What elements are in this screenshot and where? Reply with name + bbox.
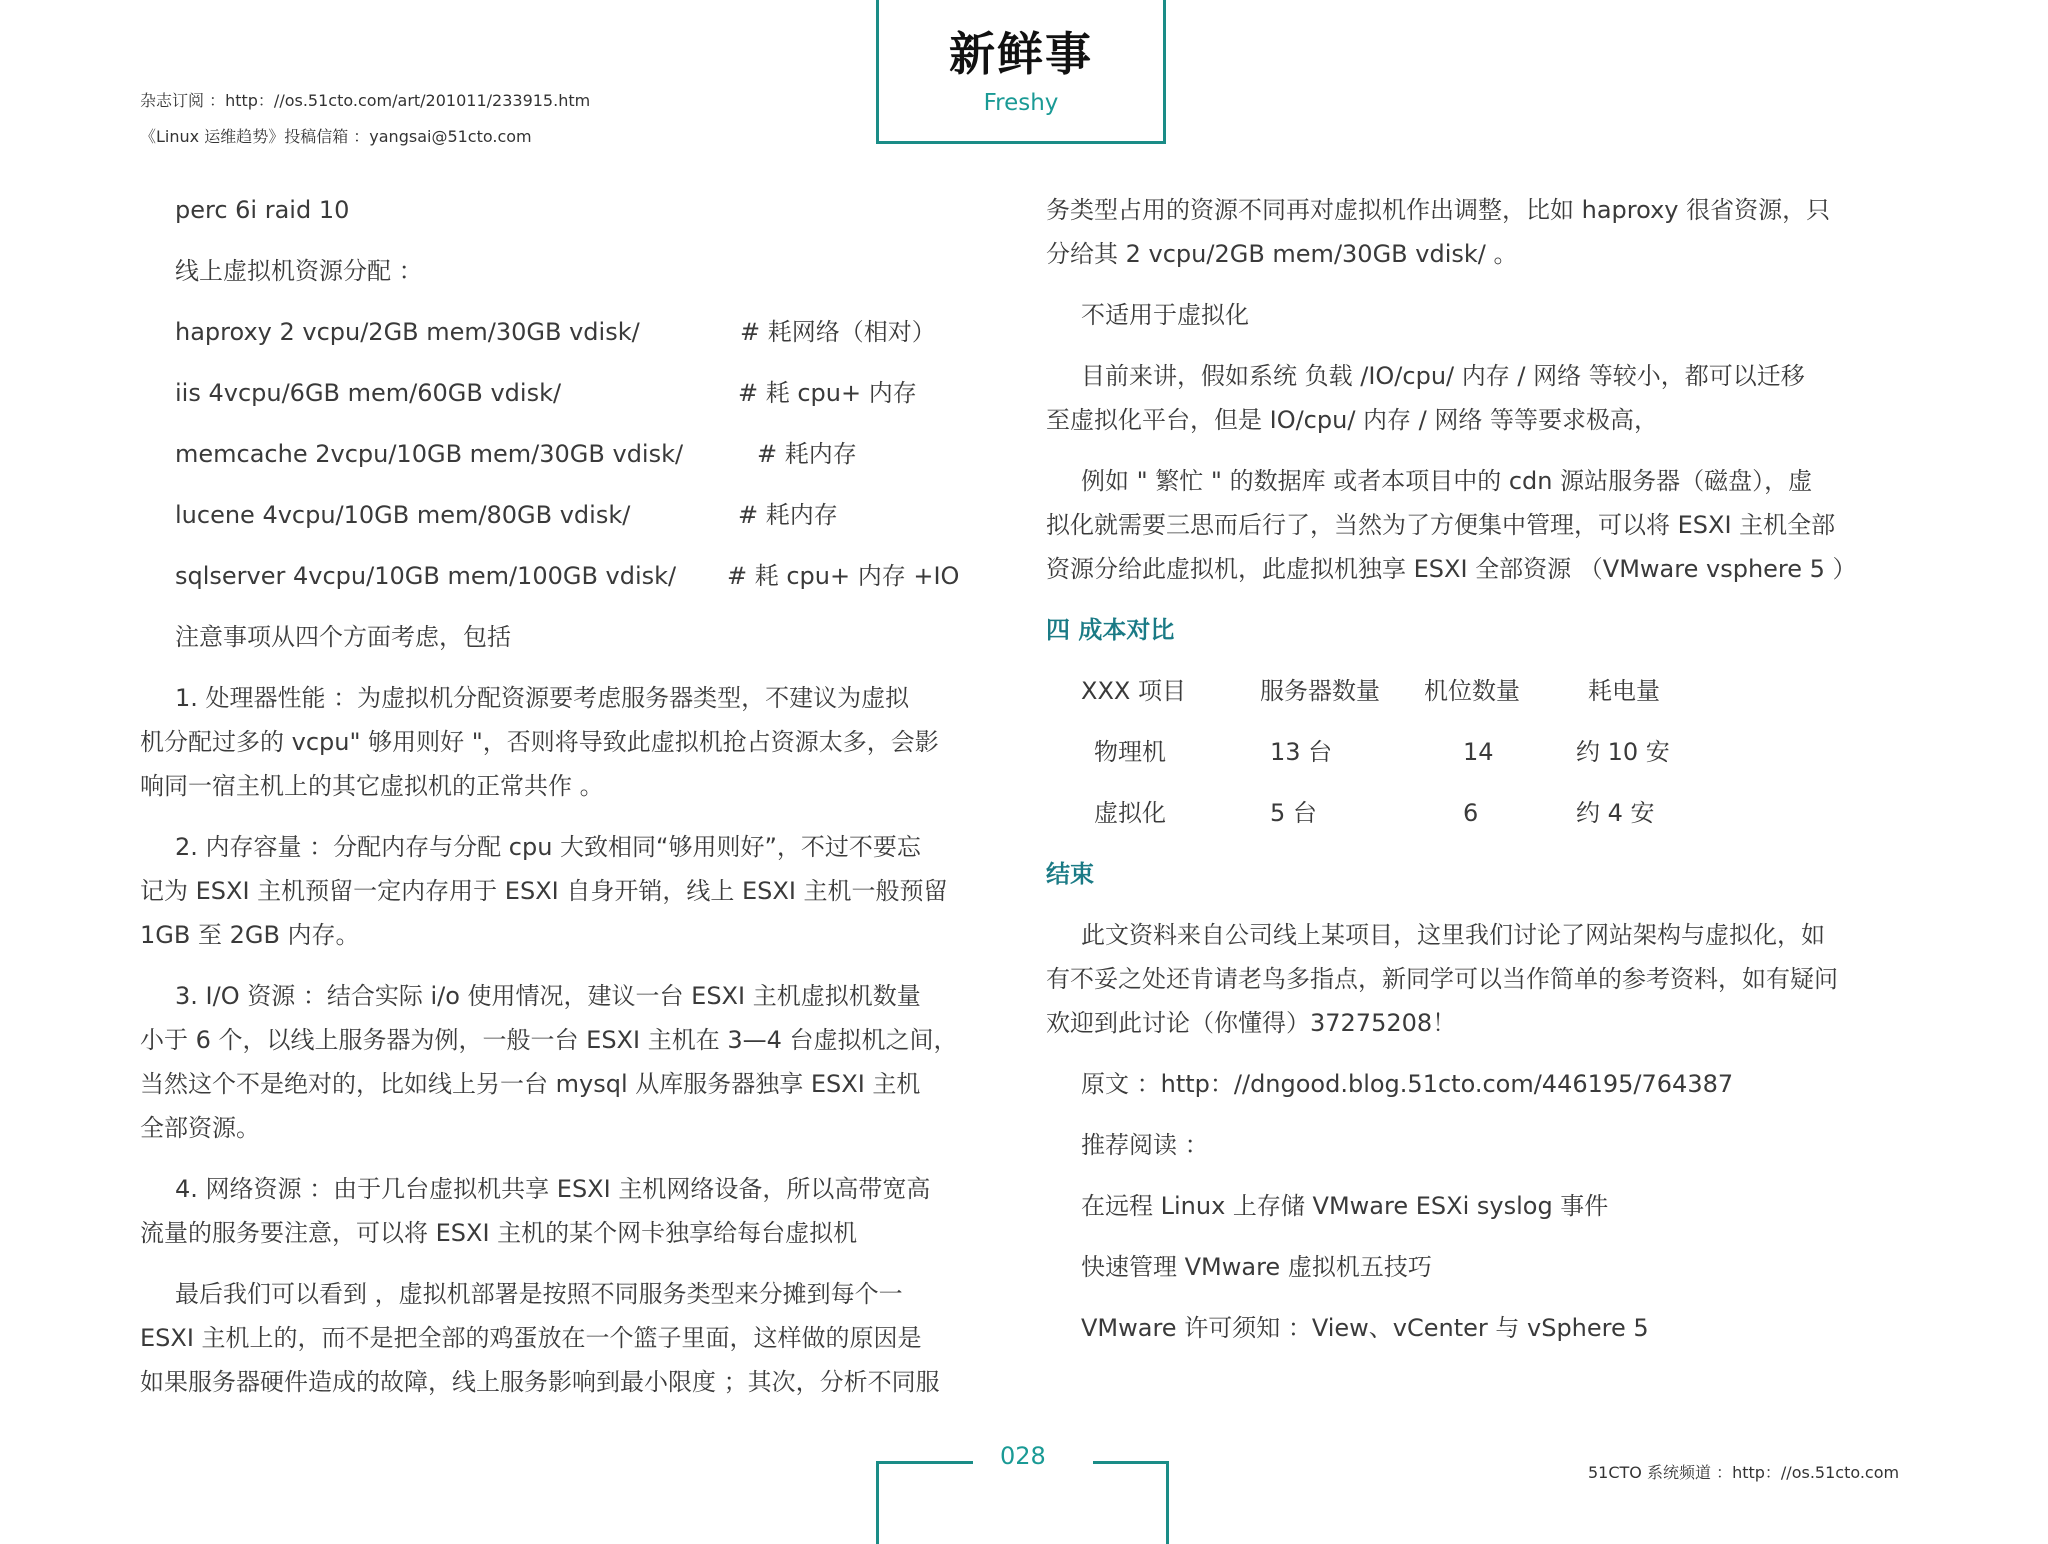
cost-heading: 四 成本对比: [1046, 616, 1175, 644]
para-line: 资源分给此虚拟机，此虚拟机独享 ESXI 全部资源 （VMware vsphere 5 ）: [1046, 555, 1857, 583]
para-line: 4. 网络资源 ：由于几台虚拟机共享 ESXI 主机网络设备，所以高带宽高: [175, 1175, 931, 1203]
page-number: 028: [1000, 1442, 1046, 1470]
vm-spec: iis 4vcpu/6GB mem/60GB vdisk/: [175, 379, 562, 407]
recommend-link[interactable]: 在远程 Linux 上存储 VMware ESXi syslog 事件: [1081, 1192, 1609, 1220]
para-line: 1GB 至 2GB 内存。: [140, 921, 360, 949]
right-column: [1046, 188, 1908, 1350]
para-line: 拟化就需要三思而后行了，当然为了方便集中管理，可以将 ESXI 主机全部: [1046, 511, 1836, 539]
vm-note: # 耗 cpu+ 内存 +IO: [727, 562, 960, 590]
cost-cell: 虚拟化: [1094, 799, 1166, 827]
para-line: 务类型占用的资源不同再对虚拟机作出调整，比如 haproxy 很省资源，只: [1046, 196, 1831, 224]
vm-spec: sqlserver 4vcpu/10GB mem/100GB vdisk/: [175, 562, 677, 590]
recommend-title: 推荐阅读 ：: [1081, 1131, 1209, 1159]
cost-cell: 6: [1463, 799, 1479, 827]
subscribe-line: 杂志订阅 ：http：//os.51cto.com/art/201011/233915.htm: [140, 91, 591, 110]
para-line: 1. 处理器性能 ：为虚拟机分配资源要考虑服务器类型，不建议为虚拟: [175, 684, 910, 712]
left-column: [140, 188, 1005, 1404]
para-line: 3. I/O 资源 ：结合实际 i/o 使用情况，建议一台 ESXI 主机虚拟机数量: [175, 982, 921, 1010]
cost-cell: 5 台: [1270, 799, 1317, 827]
vm-note: # 耗网络（相对）: [740, 318, 936, 346]
para-end: [1046, 913, 1908, 1045]
para-line: 例如 " 繁忙 " 的数据库 或者本项目中的 cdn 源站服务器（磁盘），虚: [1081, 467, 1813, 495]
para-continued: [1046, 188, 1908, 276]
para-line: 如果服务器硬件造成的故障，线上服务影响到最小限度 ；其次，分析不同服: [140, 1368, 940, 1396]
para-line: 目前来讲，假如系统 负载 /IO/cpu/ 内存 / 网络 等较小，都可以迁移: [1081, 362, 1805, 390]
cost-header: XXX 项目: [1081, 677, 1186, 705]
para-migrate: [1046, 354, 1908, 442]
footer-channel: 51CTO 系统频道 ：http：//os.51cto.com: [1588, 1463, 1900, 1482]
vm-spec: lucene 4vcpu/10GB mem/80GB vdisk/: [175, 501, 631, 529]
alloc-title: 线上虚拟机资源分配 ：: [175, 257, 423, 285]
cost-cell: 14: [1463, 738, 1494, 766]
cost-header: 机位数量: [1424, 677, 1520, 705]
masthead: [876, 0, 1166, 144]
raid-line: perc 6i raid 10: [175, 196, 350, 224]
vm-spec: memcache 2vcpu/10GB mem/30GB vdisk/: [175, 440, 684, 468]
vm-row: [140, 493, 1005, 554]
para-summary: [140, 1272, 1005, 1404]
cost-cell: 约 10 安: [1576, 738, 1670, 766]
vm-note: # 耗 cpu+ 内存: [738, 379, 917, 407]
para-line: 2. 内存容量 ：分配内存与分配 cpu 大致相同“够用则好”，不过不要忘: [175, 833, 921, 861]
para-line: 欢迎到此讨论（你懂得）37275208！: [1046, 1009, 1457, 1037]
para-example: [1046, 459, 1908, 591]
para-io: [140, 974, 1005, 1150]
cost-header: 耗电量: [1588, 677, 1660, 705]
footer-frame-left: [876, 1461, 973, 1544]
section-subtitle: Freshy: [983, 90, 1059, 116]
cost-row: [1046, 791, 1908, 852]
recommend-link[interactable]: 快速管理 VMware 虚拟机五技巧: [1081, 1253, 1432, 1281]
section-title: 新鲜事: [949, 27, 1093, 81]
vm-allocation-list: [140, 310, 1005, 615]
para-line: 当然这个不是绝对的，比如线上另一台 mysql 从库服务器独享 ESXI 主机: [140, 1070, 921, 1098]
source-link[interactable]: 原文 ：http：//dngood.blog.51cto.com/446195/764387: [1081, 1070, 1734, 1098]
para-line: 响同一宿主机上的其它虚拟机的正常共作 。: [140, 772, 604, 800]
recommend-link[interactable]: VMware 许可须知 ：View、vCenter 与 vSphere 5: [1081, 1314, 1649, 1342]
para-line: 记为 ESXI 主机预留一定内存用于 ESXI 自身开销，线上 ESXI 主机一般预留: [140, 877, 948, 905]
cost-cell: 物理机: [1094, 738, 1166, 766]
para-line: 有不妥之处还肯请老鸟多指点，新同学可以当作简单的参考资料，如有疑问: [1046, 965, 1838, 993]
para-line: 至虚拟化平台，但是 IO/cpu/ 内存 / 网络 等等要求极高，: [1046, 406, 1659, 434]
cost-header: 服务器数量: [1260, 677, 1380, 705]
cost-header-row: [1046, 669, 1908, 730]
not-suitable-heading: 不适用于虚拟化: [1081, 301, 1249, 329]
para-line: 全部资源。: [140, 1114, 260, 1142]
para-memory: [140, 825, 1005, 957]
end-heading: 结束: [1046, 860, 1094, 888]
para-line: 机分配过多的 vcpu" 够用则好 "，否则将导致此虚拟机抢占资源太多，会影: [140, 728, 939, 756]
vm-note: # 耗内存: [738, 501, 838, 529]
cost-row: [1046, 730, 1908, 791]
para-cpu: [140, 676, 1005, 808]
cost-cell: 约 4 安: [1576, 799, 1655, 827]
cost-table: [1046, 669, 1908, 852]
vm-row: [140, 310, 1005, 371]
para-line: 分给其 2 vcpu/2GB mem/30GB vdisk/ 。: [1046, 240, 1518, 268]
vm-row: [140, 371, 1005, 432]
para-line: ESXI 主机上的，而不是把全部的鸡蛋放在一个篮子里面，这样做的原因是: [140, 1324, 922, 1352]
para-line: 最后我们可以看到 ，虚拟机部署是按照不同服务类型来分摊到每个一: [175, 1280, 903, 1308]
cost-cell: 13 台: [1270, 738, 1333, 766]
vm-row: [140, 432, 1005, 493]
para-line: 流量的服务要注意，可以将 ESXI 主机的某个网卡独享给每台虚拟机: [140, 1219, 858, 1247]
vm-note: # 耗内存: [757, 440, 857, 468]
vm-spec: haproxy 2 vcpu/2GB mem/30GB vdisk/: [175, 318, 640, 346]
para-line: 此文资料来自公司线上某项目，这里我们讨论了网站架构与虚拟化，如: [1081, 921, 1825, 949]
para-line: 小于 6 个，以线上服务器为例，一般一台 ESXI 主机在 3—4 台虚拟机之间，: [140, 1026, 958, 1054]
vm-row: [140, 554, 1005, 615]
footer-frame-right: [1093, 1461, 1169, 1544]
para-network: [140, 1167, 1005, 1255]
notes-intro: 注意事项从四个方面考虑，包括: [175, 623, 511, 651]
submit-line: 《Linux 运维趋势》投稿信箱 ：yangsai@51cto.com: [140, 127, 532, 146]
